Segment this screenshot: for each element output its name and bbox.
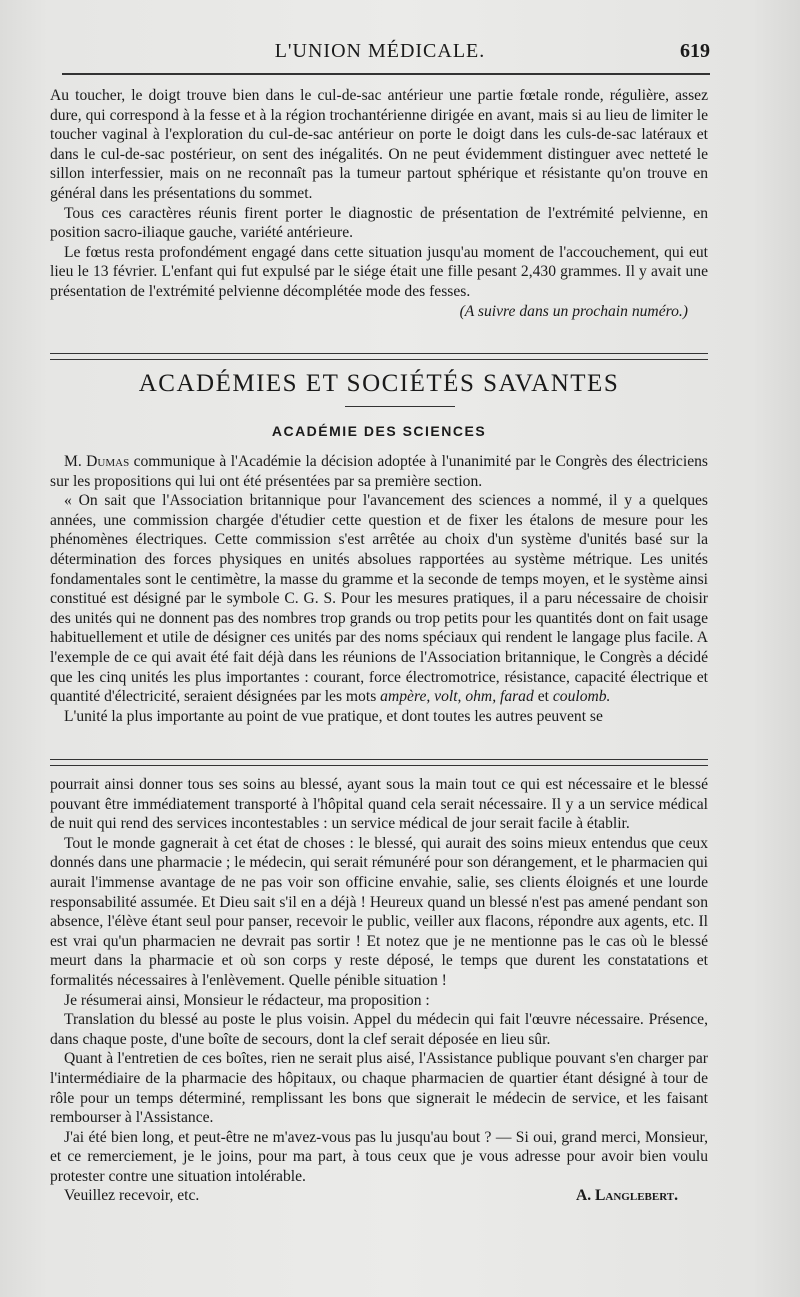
article-paragraph-1: Au toucher, le doigt trouve bien dans le cul-de-sac antérieur une partie fœtale ronde, régulière, assez dure, qui correspond à la fesse et à la région trochantérienne dirigée en avant, mais si au lieu de limiter le toucher vaginal à l'exploration du cul-de-sac antérieur on porte le doigt dans les culs-de-sac latéraux et dans le cul-de-sac postérieur, on sent des inégalités. On ne peut évidemment distinguer avec netteté le sillon interfessier, mais on ne reconnaît pas la tumeur partout sphérique et résistante qu'on trouve en général dans les présentations du sommet. <box>50 87 708 202</box>
report-paragraph-1-text: communique à l'Académie la décision adoptée à l'unanimité par le Congrès des électriciens sur les propositions qui lui ont été présentées par sa première section. <box>50 453 708 490</box>
subsection-title: ACADÉMIE DES SCIENCES <box>271 423 487 439</box>
letter-paragraph-5: Quant à l'entretien de ces boîtes, rien ne serait plus aisé, l'Assistance publique pouvant s'en charger par l'intermédiaire de la pharmacie des hôpitaux, ou chaque pharmacien de quartier étant désigné à tour de rôle pour un temps déterminé, remplissant les bons que signerait le médecin de service, et les faisant rembourser à l'Assistance. <box>50 1050 708 1127</box>
letter-paragraph-1: pourrait ainsi donner tous ses soins au blessé, ayant sous la main tout ce qui est nécessaire et le blessé pouvant être immédiatement transporté à l'hôpital quand cela serait nécessaire. Il y a un service médical de nuit qui rend des services incontestables : un service médical de jour serait facile à établir. <box>50 776 708 833</box>
letter-paragraph-2: Tout le monde gagnerait à cet état de choses : le blessé, qui aurait des soins mieux entendus que ceux donnés dans une pharmacie ; le médecin, qui serait rémunéré pour son dérangement, et le pharmacien qui aurait l'immense avantage de ne pas voir son officine envahie, salie, ses clients éloignés et une lourde responsabilité assumée. Et Dieu sait s'il en a déjà ! Heureux quand un blessé n'est pas amené pendant son absence, l'élève étant seul pour panser, recevoir le public, veiller aux flacons, répondre aux agents, etc. Il est vrai qu'un pharmacien ne devrait pas sortir ! Et notez que je ne mentionne pas le cas où le blessé meurt dans la pharmacie et où son corps y reste déposé, le temps que durent les constatations et formalités nécessaires à l'enlèvement. Quelle pénible situation ! <box>50 834 708 989</box>
report-paragraph-2 <box>50 491 708 707</box>
letter-closing-line <box>50 1186 708 1206</box>
page-number: 619 <box>680 40 710 62</box>
page-header <box>50 40 710 66</box>
article-paragraph-2: Tous ces caractères réunis firent porter le diagnostic de présentation de l'extrémité pelvienne, en position sacro-iliaque gauche, variété antérieure. <box>50 204 708 242</box>
section-title: ACADÉMIES ET SOCIÉTÉS SAVANTES <box>138 370 620 397</box>
header-rule <box>62 73 710 75</box>
to-be-continued-note: (A suivre dans un prochain numéro.) <box>459 302 688 320</box>
letter-paragraph-6: J'ai été bien long, et peut-être ne m'avez-vous pas lu jusqu'au bout ? — Si oui, grand merci, Monsieur, et ce remerciement, je le joins, pour ma part, à tous ceux que je vous adresse pour avoir bien voulu protester contre une situation intolérable. <box>50 1128 708 1185</box>
speaker-name: M. Dumas <box>64 453 130 470</box>
report-paragraph-2-text: « On sait que l'Association britannique pour l'avancement des sciences a nommé, il y a quelques années, une commission chargée d'étudier cette question et de fixer les étalons de mesure pour les phénomènes électriques. Cette commission s'est arrêtée au choix d'un système d'unités basé sur la détermination des forces physiques en unités absolues rapportées au système métrique. Les unités fondamentales sont le centimètre, la masse du gramme et la seconde de temps moyen, et le système ainsi constitué est désigné par le symbole C. G. S. Pour les mesures pratiques, il a paru nécessaire de choisir des unités qui ne donnent pas des nombres trop grands ou trop petits pour les quantités dont on fait usage habituellement et utile de désigner ces unités par des noms spéciaux qui rendent le langage plus facile. A l'exemple de ce qui avait été fait déjà dans les réunions de l'Association britannique, le Congrès a décidé que les cinq unités les plus importantes : courant, force électromotrice, résistance, capacité électrique et quantité d'électricité, seraient désignées par les mots <box>50 492 708 706</box>
report-paragraph-3: L'unité la plus importante au point de vue pratique, et dont toutes les autres peuvent se <box>64 707 603 725</box>
letter-feuilleton <box>50 775 708 1206</box>
unit-names-b: coulomb. <box>552 688 611 706</box>
article-end <box>50 86 708 321</box>
academie-report <box>50 452 708 726</box>
article-paragraph-3: Le fœtus resta profondément engagé dans cette situation jusqu'au moment de l'accouchement, qui eut lieu le 13 février. L'enfant qui fut expulsé par le siége était une fille pesant 2,430 grammes. Il y avait une présentation de l'extrémité pelvienne décomplétée mode des fesses. <box>50 243 708 300</box>
letter-paragraph-4: Translation du blessé au poste le plus voisin. Appel du médecin qui fait l'œuvre nécessaire. Présence, dans chaque poste, d'une boîte de secours, dont la clef serait déposée en lieu sûr. <box>50 1011 708 1048</box>
unit-names-a: ampère, volt, ohm, farad <box>380 688 534 706</box>
section-underline <box>345 406 455 407</box>
running-title: L'UNION MÉDICALE. <box>274 40 486 62</box>
letter-signature: A. Langlebert. <box>575 1187 678 1205</box>
unit-names-and: et <box>537 688 549 706</box>
letter-paragraph-3: Je résumerai ainsi, Monsieur le rédacteur, ma proposition : <box>64 991 430 1009</box>
letter-closing: Veuillez recevoir, etc. <box>64 1187 200 1205</box>
feuilleton-divider <box>50 759 708 766</box>
report-paragraph-1 <box>50 452 708 491</box>
section-divider <box>50 353 708 360</box>
